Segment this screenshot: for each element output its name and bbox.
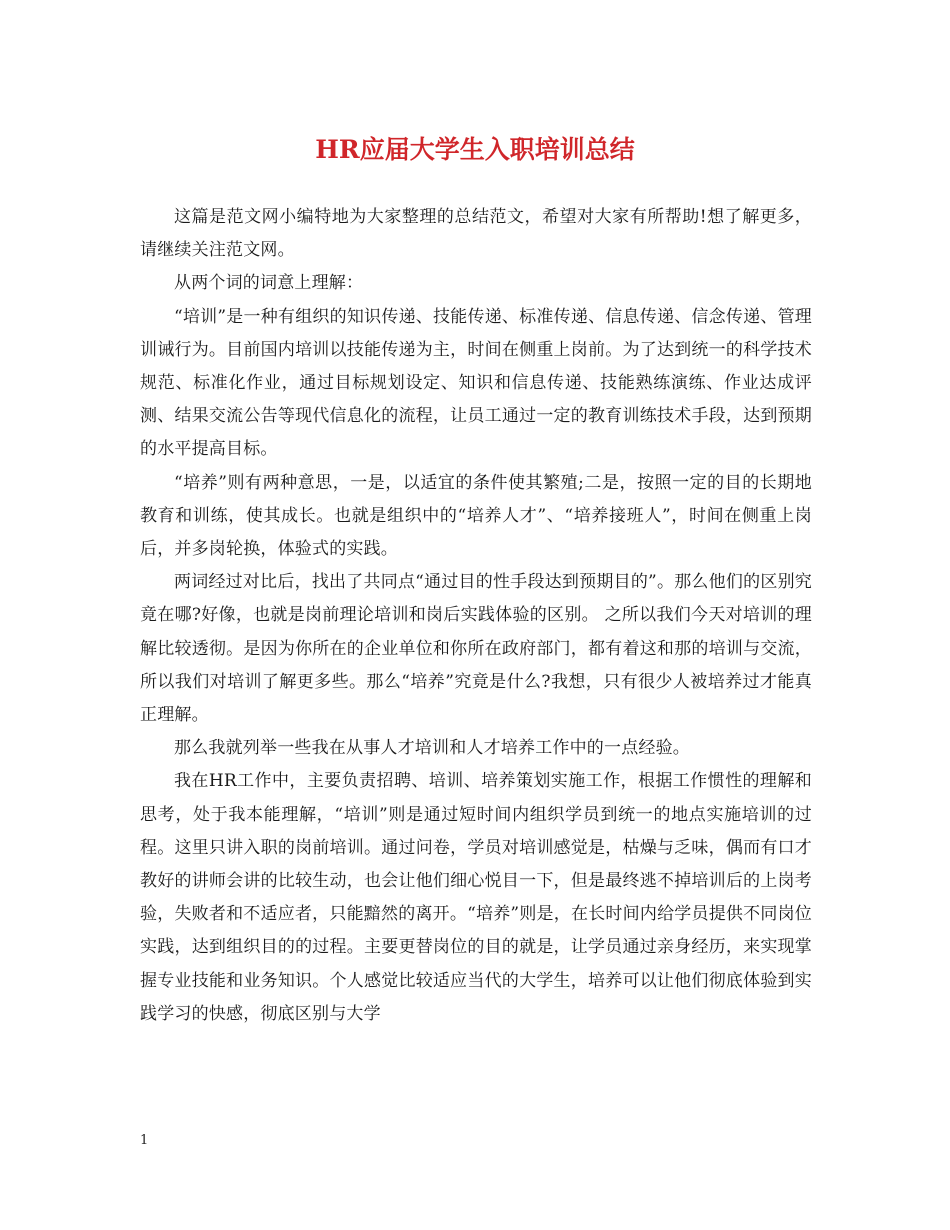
paragraph-experience-lead: 那么我就列举一些我在从事人才培训和人才培养工作中的一点经验。 bbox=[174, 738, 690, 759]
paragraph-intro: 这篇是范文网小编特地为大家整理的总结范文，希望对大家有所帮助!想了解更多，请继续关注范文网。 bbox=[140, 207, 812, 261]
document-title: HR应届大学生入职培训总结 bbox=[315, 135, 635, 164]
paragraph-cultivation-definition: “培养”则有两种意思，一是，以适宜的条件使其繁殖;二是，按照一定的目的长期地教育和训练，使其成长。也就是组织中的“培养人才”、“培养接班人”，时间在侧重上岗后，并多岗轮换，体验式的实践。 bbox=[140, 472, 812, 560]
page-number: 1 bbox=[140, 1133, 149, 1148]
document-body bbox=[140, 201, 812, 1031]
paragraph-training-definition: “培训”是一种有组织的知识传递、技能传递、标准传递、信息传递、信念传递、管理训诫行为。目前国内培训以技能传递为主，时间在侧重上岗前。为了达到统一的科学技术规范、标准化作业，通过目标规划设定、知识和信息传递、技能熟练演练、作业达成评测、结果交流公告等现代信息化的流程，让员工通过一定的教育训练技术手段，达到预期的水平提高目标。 bbox=[140, 306, 812, 460]
paragraph-hr-experience: 我在HR工作中，主要负责招聘、培训、培养策划实施工作，根据工作惯性的理解和思考，处于我本能理解，“培训”则是通过短时间内组织学员到统一的地点实施培训的过程。这里只讲入职的岗前培训。通过问卷，学员对培训感觉是，枯燥与乏味，偶而有口才教好的讲师会讲的比较生动，也会让他们细心悦目一下，但是最终逃不掉培训后的上岗考验，失败者和不适应者，只能黯然的离开。“培养”则是，在长时间内给学员提供不同岗位实践，达到组织目的的过程。主要更替岗位的目的就是，让学员通过亲身经历，来实现掌握专业技能和业务知识。个人感觉比较适应当代的大学生，培养可以让他们彻底体验到实践学习的快感，彻底区别与大学 bbox=[140, 771, 812, 1024]
paragraph-comparison: 两词经过对比后，找出了共同点“通过目的性手段达到预期目的”。那么他们的区别究竟在哪?好像，也就是岗前理论培训和岗后实践体验的区别。 之所以我们今天对培训的理解比较透彻。是因为你所在的企业单位和你所在政府部门，都有着这和那的培训与交流，所以我们对培训了解更多些。那么“培养”究竟是什么?我想，只有很少人被培养过才能真正理解。 bbox=[140, 572, 812, 726]
paragraph-section-lead: 从两个词的词意上理解： bbox=[174, 273, 364, 294]
